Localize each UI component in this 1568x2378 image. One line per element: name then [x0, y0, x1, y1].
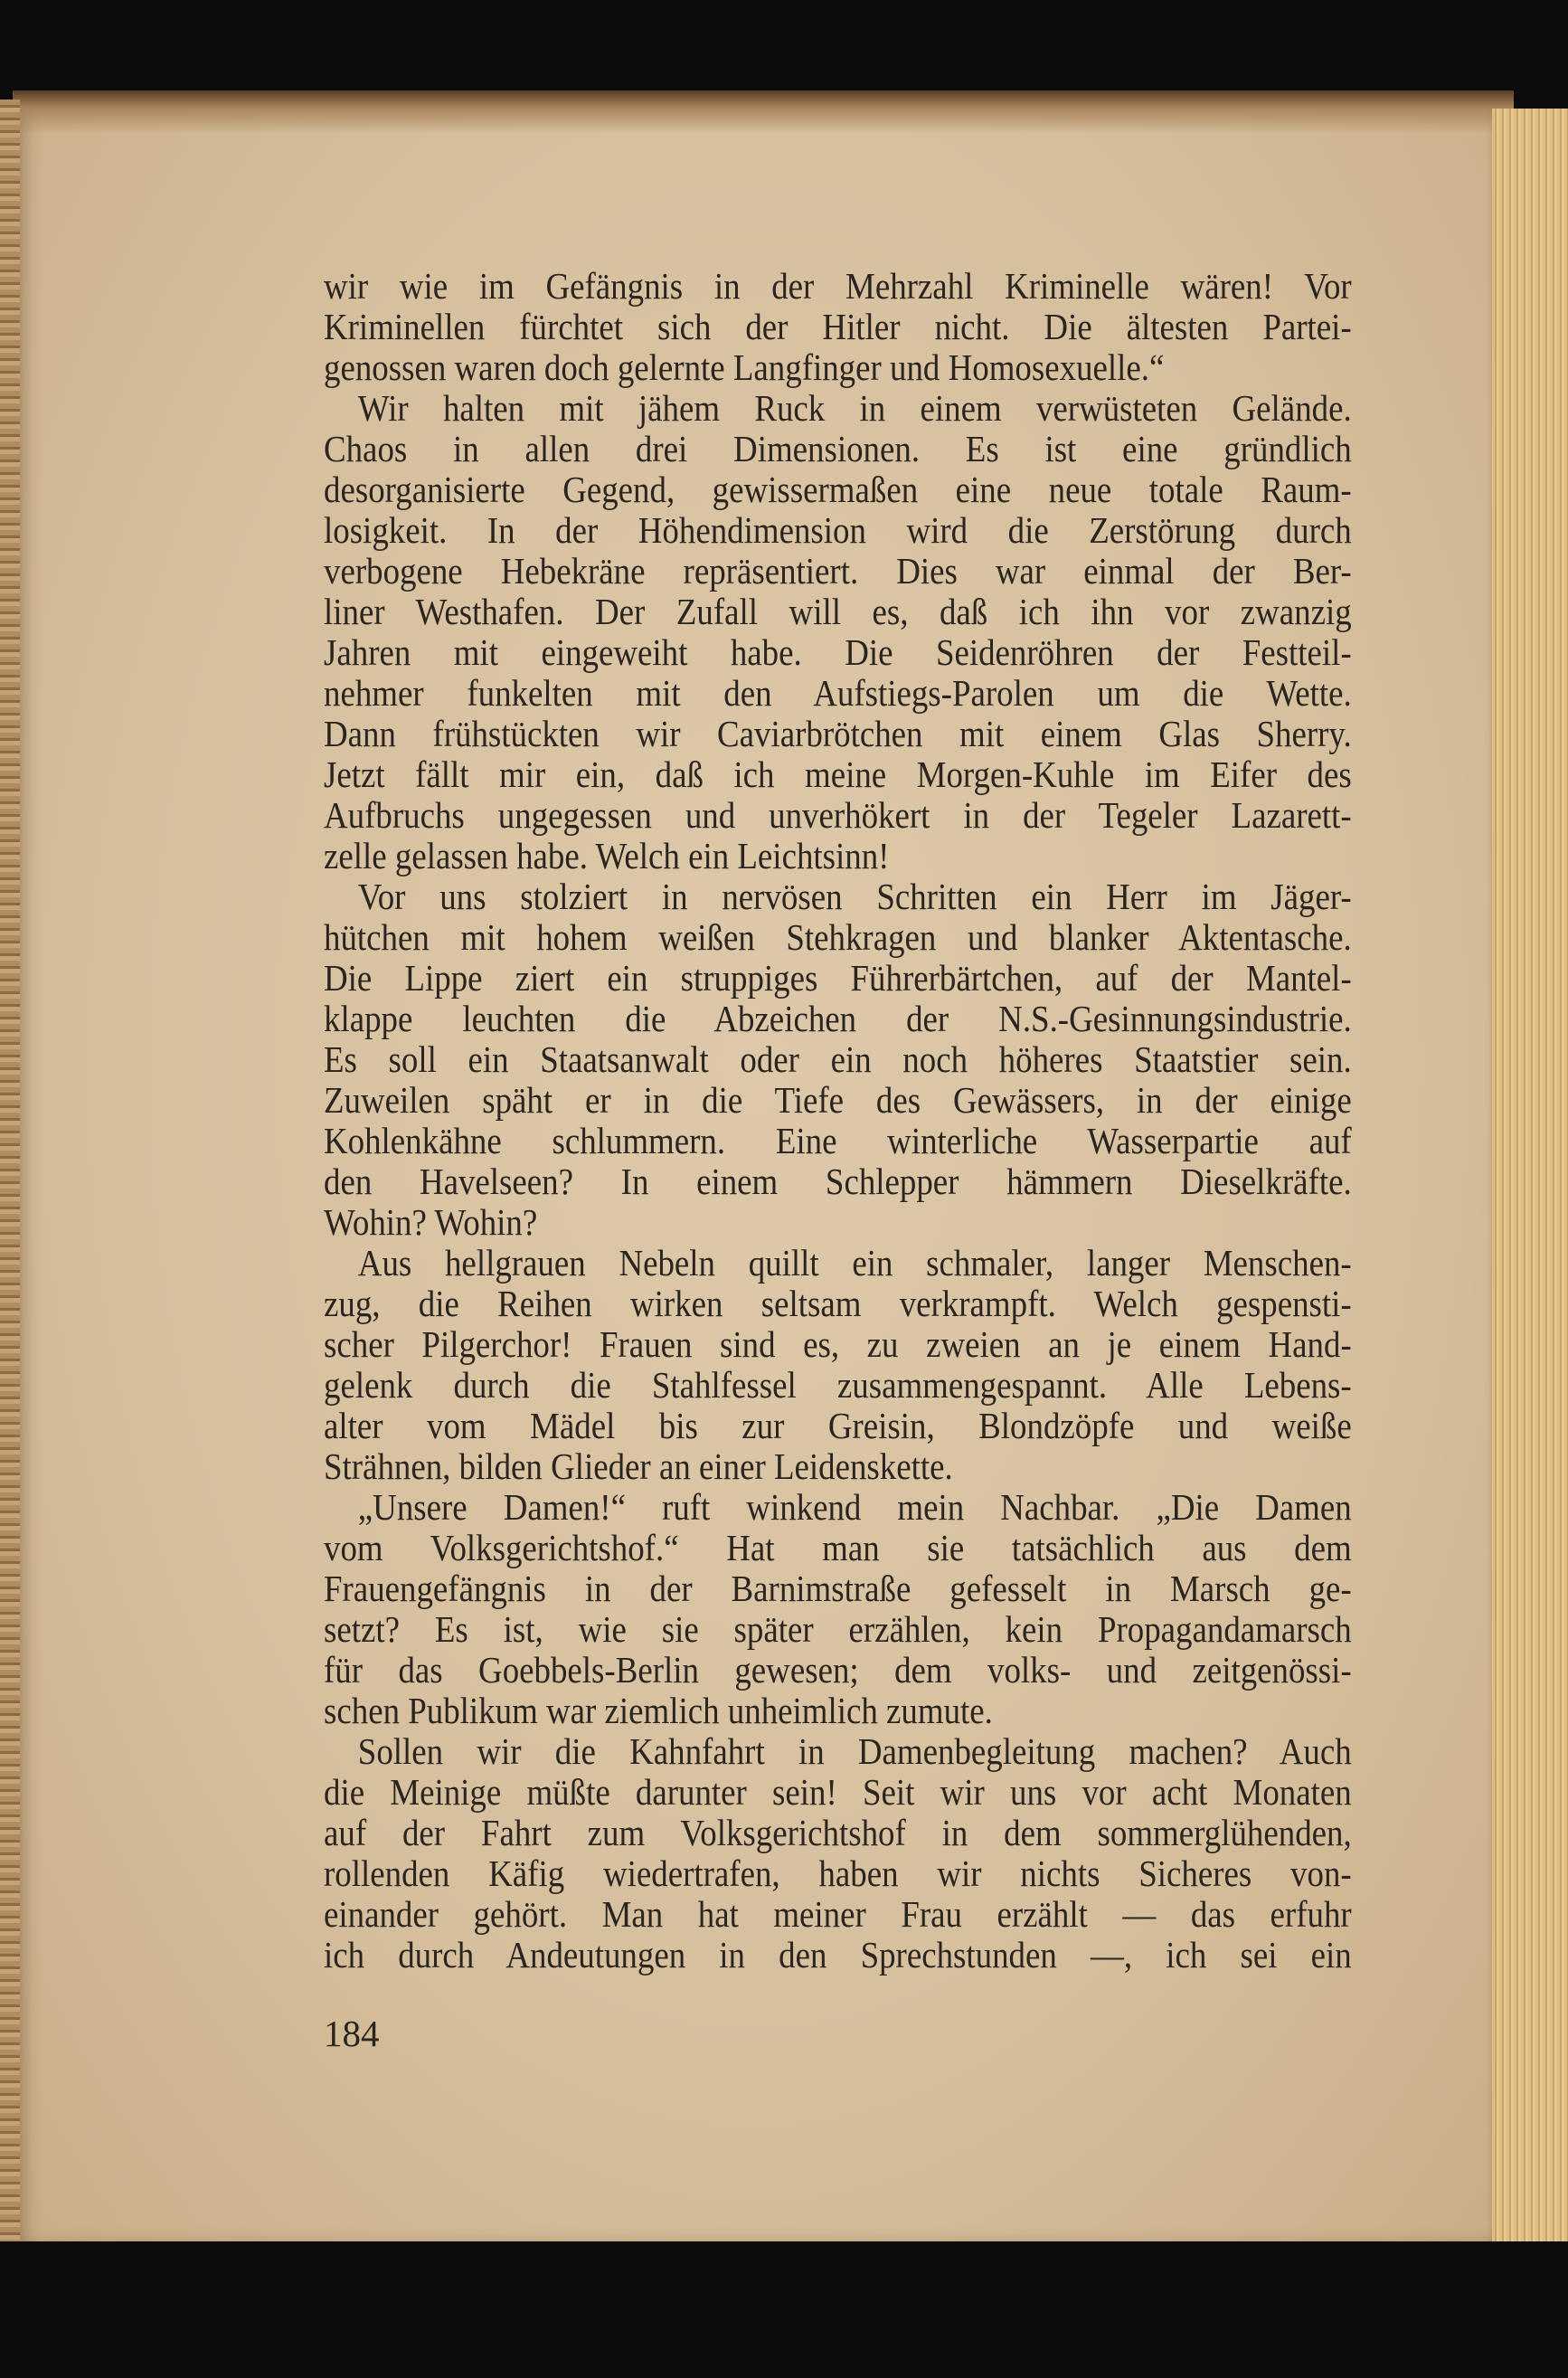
- text-line: einander gehört. Man hat meiner Frau erzählt — das erfuhr: [324, 1893, 1352, 1935]
- text-line: ich durch Andeutungen in den Sprechstunden —, ich sei ein: [324, 1934, 1352, 1975]
- text-line: scher Pilgerchor! Frauen sind es, zu zweien an je einem Hand-: [324, 1323, 1352, 1365]
- text-line: Zuweilen späht er in die Tiefe des Gewässers, in der einige: [324, 1079, 1352, 1121]
- text-line: die Meinige müßte darunter sein! Seit wir uns vor acht Monaten: [324, 1771, 1352, 1813]
- text-line: gelenk durch die Stahlfessel zusammengespannt. Alle Lebens-: [324, 1364, 1352, 1406]
- background-bottom: [0, 2241, 1568, 2378]
- text-line: verbogene Hebekräne repräsentiert. Dies war einmal der Ber-: [324, 550, 1352, 592]
- text-line: Dann frühstückten wir Caviarbrötchen mit einem Glas Sherry.: [324, 713, 1352, 754]
- text-line: alter vom Mädel bis zur Greisin, Blondzöpfe und weiße: [324, 1405, 1352, 1446]
- text-line: genossen waren doch gelernte Langfinger und Homosexuelle.“: [324, 346, 1165, 388]
- text-line: Kohlenkähne schlummern. Eine winterliche Wasserpartie auf: [324, 1120, 1352, 1161]
- text-line: Strähnen, bilden Glieder an einer Leidenskette.: [324, 1445, 953, 1487]
- text-line: rollenden Käfig wiedertrafen, haben wir nichts Sicheres von-: [324, 1852, 1352, 1894]
- text-line: Aus hellgrauen Nebeln quillt ein schmaler, langer Menschen-: [357, 1242, 1352, 1284]
- text-line: Wir halten mit jähem Ruck in einem verwüsteten Gelände.: [357, 387, 1352, 429]
- text-line: schen Publikum war ziemlich unheimlich zumute.: [324, 1690, 993, 1731]
- text-line: zelle gelassen habe. Welch ein Leichtsinn!: [324, 835, 890, 876]
- text-line: Es soll ein Staatsanwalt oder ein noch höheres Staatstier sein.: [324, 1038, 1352, 1080]
- text-line: vom Volksgerichtshof.“ Hat man sie tatsächlich aus dem: [324, 1527, 1352, 1568]
- text-line: Frauengefängnis in der Barnimstraße gefesselt in Marsch ge-: [324, 1568, 1352, 1609]
- page-top-edge: [13, 90, 1514, 134]
- text-line: zug, die Reihen wirken seltsam verkrampft. Welch gespensti-: [324, 1283, 1352, 1324]
- text-line: Jahren mit eingeweiht habe. Die Seidenröhren der Festteil-: [324, 631, 1352, 673]
- text-line: Kriminellen fürchtet sich der Hitler nicht. Die ältesten Partei-: [324, 306, 1352, 347]
- text-line: Jetzt fällt mir ein, daß ich meine Morgen-Kuhle im Eifer des: [324, 753, 1352, 795]
- text-line: Wohin? Wohin?: [324, 1201, 538, 1243]
- text-line: Die Lippe ziert ein struppiges Führerbärtchen, auf der Mantel-: [324, 957, 1352, 999]
- page-number: 184: [324, 2013, 380, 2054]
- text-line: desorganisierte Gegend, gewissermaßen eine neue totale Raum-: [324, 469, 1352, 510]
- text-line: für das Goebbels-Berlin gewesen; dem volks- und zeitgenössi-: [324, 1649, 1352, 1691]
- text-line: den Havelseen? In einem Schlepper hämmern Dieselkräfte.: [324, 1161, 1352, 1202]
- text-line: nehmer funkelten mit den Aufstiegs-Parolen um die Wette.: [324, 672, 1352, 714]
- page-left-edge: [0, 99, 20, 2243]
- text-line: setzt? Es ist, wie sie später erzählen, kein Propagandamarsch: [324, 1608, 1352, 1650]
- text-line: Aufbruchs ungegessen und unverhökert in der Tegeler Lazarett-: [324, 794, 1352, 836]
- page-stack-edge: [1492, 109, 1568, 2252]
- body-text: [324, 266, 1352, 1975]
- text-line: hütchen mit hohem weißen Stehkragen und blanker Aktentasche.: [324, 916, 1352, 958]
- text-line: losigkeit. In der Höhendimension wird die Zerstörung durch: [324, 509, 1352, 551]
- text-line: wir wie im Gefängnis in der Mehrzahl Kriminelle wären! Vor: [324, 265, 1352, 307]
- text-line: liner Westhafen. Der Zufall will es, daß ich ihn vor zwanzig: [324, 591, 1352, 632]
- text-line: Chaos in allen drei Dimensionen. Es ist eine gründlich: [324, 428, 1352, 469]
- text-line: „Unsere Damen!“ ruft winkend mein Nachbar. „Die Damen: [357, 1486, 1352, 1528]
- text-line: auf der Fahrt zum Volksgerichtshof in dem sommerglühenden,: [324, 1812, 1352, 1853]
- text-line: klappe leuchten die Abzeichen der N.S.-Gesinnungsindustrie.: [324, 998, 1352, 1039]
- text-line: Vor uns stolziert in nervösen Schritten ein Herr im Jäger-: [357, 876, 1352, 917]
- text-line: Sollen wir die Kahnfahrt in Damenbegleitung machen? Auch: [357, 1730, 1352, 1772]
